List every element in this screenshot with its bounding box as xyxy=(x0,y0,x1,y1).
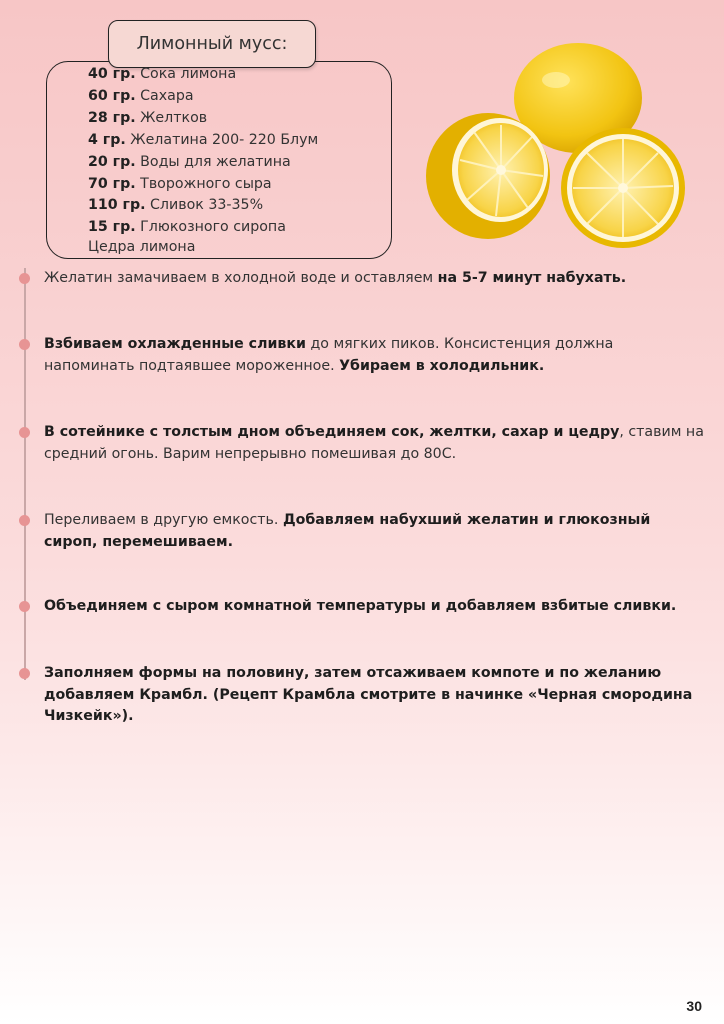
ingredient-name: Желатина 200- 220 Блум xyxy=(125,131,319,148)
half-lemon-right xyxy=(561,128,685,248)
step-text-bold: на 5-7 минут набухать. xyxy=(437,270,627,286)
ingredient-item xyxy=(88,174,318,196)
ingredient-name: Глюкозного сиропа xyxy=(135,219,286,236)
step-text-bold: Взбиваем охлажденные сливки xyxy=(44,336,306,352)
ingredient-name: Воды для желатина xyxy=(135,153,291,170)
page-number: 30 xyxy=(686,998,702,1014)
step-1 xyxy=(44,268,704,290)
ingredient-amount: 20 гр. xyxy=(88,153,136,170)
recipe-title xyxy=(108,20,316,68)
half-lemon-left xyxy=(426,113,550,239)
lemons-image xyxy=(420,36,700,258)
step-text: , ставим на средний огонь. Варим непрерывно помешивая до 80С. xyxy=(44,424,704,462)
timeline-line xyxy=(24,268,26,680)
recipe-title-text: Лимонный мусс: xyxy=(136,34,288,54)
ingredient-amount: 4 гр. xyxy=(88,131,126,148)
ingredient-item xyxy=(88,130,318,152)
step-text: до мягких пиков. Консистенция должна напоминать подтаявшее мороженное. xyxy=(44,336,614,374)
ingredient-zest: Цедра лимона xyxy=(88,239,196,255)
step-text: Переливаем в другую емкость. xyxy=(44,512,283,528)
step-3 xyxy=(44,422,704,465)
ingredient-amount: 60 гр. xyxy=(88,87,136,104)
ingredient-name: Сливок 33-35% xyxy=(145,197,264,214)
step-text-bold: Убираем в холодильник. xyxy=(339,357,545,374)
ingredient-item xyxy=(88,64,318,86)
step-bullet-dot xyxy=(19,515,30,526)
ingredient-name: Сока лимона xyxy=(135,66,237,82)
step-text-bold: Объединяем с сыром комнатной температуры и добавляем взбитые сливки. xyxy=(44,598,677,614)
step-text: Желатин замачиваем в холодной воде и оставляем xyxy=(44,270,438,286)
step-text-bold: Заполняем формы на половину, затем отсаживаем компоте и по желанию добавляем Крамбл. (Рецепт Крамбла смотрите в начинке «Черная смородина Чизкейк»). xyxy=(44,665,693,725)
step-2 xyxy=(44,334,704,377)
ingredient-name: Сахара xyxy=(135,87,194,104)
ingredient-name: Желтков xyxy=(135,109,208,126)
ingredients-list xyxy=(88,64,318,239)
step-bullet-dot xyxy=(19,668,30,679)
ingredient-item xyxy=(88,195,318,217)
ingredient-name: Творожного сыра xyxy=(135,175,272,192)
step-bullet-dot xyxy=(19,601,30,612)
step-bullet-dot xyxy=(19,339,30,350)
ingredient-item xyxy=(88,108,318,130)
step-text-bold: В сотейнике с толстым дном объединяем сок, желтки, сахар и цедру xyxy=(44,424,620,440)
ingredient-amount: 40 гр. xyxy=(88,66,136,82)
ingredient-amount: 28 гр. xyxy=(88,109,136,126)
ingredient-amount: 15 гр. xyxy=(88,219,136,236)
step-text-bold: Добавляем набухший желатин и глюкозный сироп, перемешиваем. xyxy=(44,512,651,550)
step-6 xyxy=(44,663,704,728)
step-5 xyxy=(44,596,704,618)
step-bullet-dot xyxy=(19,427,30,438)
ingredient-amount: 70 гр. xyxy=(88,175,136,192)
ingredient-item xyxy=(88,152,318,174)
ingredient-item xyxy=(88,86,318,108)
step-4 xyxy=(44,510,704,553)
step-bullet-dot xyxy=(19,273,30,284)
ingredient-amount: 110 гр. xyxy=(88,197,146,214)
ingredient-item xyxy=(88,217,318,239)
